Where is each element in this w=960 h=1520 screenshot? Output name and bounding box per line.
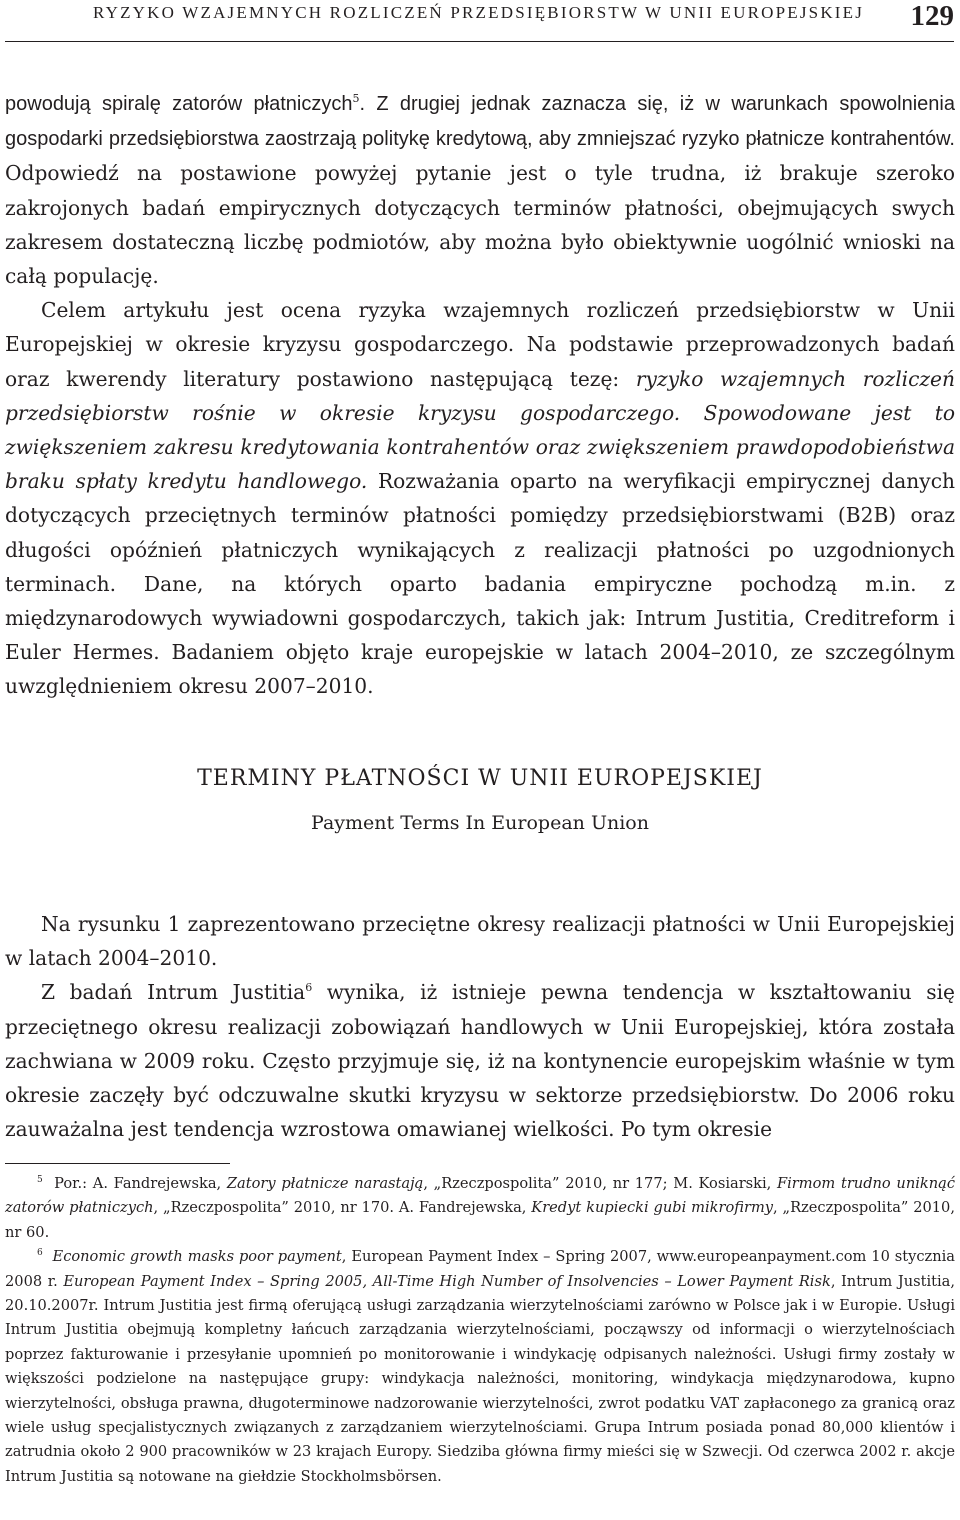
paragraph-2-thesis: ryzyko wzajemnych rozliczeń przedsiębiorstw rośnie w okresie kryzysu gospodarczego. Spowodowane jest to zwiększeniem zakresu kredytowania kontrahentów oraz zwiększeniem prawdopodobieństwa braku spłaty kredytu handlowego. (5, 366, 955, 494)
footnote-5 (5, 1172, 955, 1245)
paragraph-4-text-b: wynika, iż istnieje pewna tendencja w kształtowaniu się przeciętnego okresu realizacji zobowiązań handlowych w Unii Europejskiej, która została zachwiana w 2009 roku. Często przyjmuje się, iż na kontynencie europejskim właśnie w tym okresie zaczęły być odczuwalne skutki kryzysu w sektorze przedsiębiorstw. Do 2006 roku zauważalna jest tendencja wzrostowa omawianej wielkości. Po tym okresie (5, 980, 955, 1142)
footnote-6-text-a: , European Payment Index – Spring 2007, www.europeanpayment.com 10 stycznia 2008 r. (5, 1248, 955, 1290)
footnotes (5, 1172, 955, 1489)
footnote-5-text-c: , „Rzeczpospolita” 2010, nr 170. A. Fandrejewska, (153, 1199, 532, 1217)
header-rule (5, 41, 954, 42)
paragraph-4 (5, 975, 955, 1146)
footnote-5-text-d: , „Rzeczpospolita” 2010, nr 60. (5, 1199, 955, 1241)
footnote-5-title-b: Firmom trudno uniknąć zatorów płatniczych (5, 1175, 956, 1217)
paragraph-2 (5, 293, 955, 703)
footnote-separator (5, 1163, 230, 1164)
intro-text (5, 86, 955, 704)
section-subtitle: Payment Terms In European Union (311, 812, 649, 834)
footnote-5-text-b: , „Rzeczpospolita” 2010, nr 177; M. Kosiarski, (423, 1175, 778, 1192)
footnote-ref-6[interactable]: 6 (305, 981, 313, 995)
page-number: 129 (910, 0, 954, 32)
paragraph-1 (5, 86, 955, 293)
footnote-5-text-a: Por.: A. Fandrejewska, (54, 1175, 227, 1192)
footnote-5-title-c: Kredyt kupiecki gubi mikrofirmy (531, 1199, 774, 1217)
running-title: RYZYKO WZAJEMNYCH ROZLICZEŃ PRZEDSIĘBIORSTW W UNII EUROPEJSKIEJ (93, 3, 865, 22)
footnote-6-title-b: European Payment Index – Spring 2005, All-Time High Number of Insolvencies – Lower Payment Risk (63, 1272, 831, 1290)
paragraph-3: Na rysunku 1 zaprezentowano przeciętne okresy realizacji płatności w Unii Europejskiej w latach 2004–2010. (5, 912, 955, 971)
section-title: TERMINY PŁATNOŚCI W UNII EUROPEJSKIEJ (197, 766, 763, 791)
paragraph-1-text-c: Odpowiedź na postawione powyżej pytanie jest o tyle trudna, iż brakuje szeroko zakrojonych badań empirycznych dotyczących terminów płatności, obejmujących swych zakresem dostateczną liczbę podmiotów, aby można było obiektywnie uogólnić wnioski na całą populację. (5, 161, 955, 289)
footnote-6 (5, 1245, 955, 1489)
footnote-5-marker: 5 (37, 1175, 43, 1185)
paragraph-2-text-a: Celem artykułu jest ocena ryzyka wzajemnych rozliczeń przedsiębiorstw w Unii Europejskiej w okresie kryzysu gospodarczego. Na podstawie przeprowadzonych badań oraz kwerendy literatury postawiono następującą tezę: (5, 298, 955, 391)
footnote-5-title-a: Zatory płatnicze narastają (226, 1175, 424, 1192)
paragraph-2-text-b: Rozważania oparto na weryfikacji empirycznej danych dotyczących przeciętnych terminów płatności pomiędzy przedsiębiorstwami (B2B) oraz długości opóźnień płatniczych wynikających z realizacji płatności po uzgodnionych terminach. Dane, na których oparto badania empiryczne pochodzą m.in. z międzynarodowych wywiadowni gospodarczych, takich jak: Intrum Justitia, Creditreform i Euler Hermes. Badaniem objęto kraje europejskie w latach 2004–2010, ze szczególnym uwzględnieniem okresu 2007–2010. (5, 469, 956, 699)
footnote-6-text-b: , Intrum Justitia, 20.10.2007r. Intrum Justitia jest firmą oferującą usługi zarządzania wierzytelnościami zarówno w Polsce jak i w Europie. Usługi Intrum Justitia obejmują kompletny łańcuch zarządzania wierzytelnościami, począwszy od informacji o wierzytelnościach poprzez fakturowanie i przesyłanie upomnień po monitorowanie i windykację odpisanych należności. Usługi firmy zostały w większości podzielone na następujące grupy: windykacja należności, monitoring, windykacja międzynarodowa, kupno wierzytelności, obsługa prawna, długoterminowe nadzorowanie wierzytelności, zwrot podatku VAT zapłaconego za granicą oraz wiele usług specjalistycznych związanych z zarządzaniem wierzytelnościami. Grupa Intrum posiada ponad 80,000 klientów i zatrudnia około 2 900 pracowników w 23 krajach Europy. Siedziba główna firmy mieści się w Szwecji. Od czerwca 2002 r. akcje Intrum Justitia są notowane na giełdzie Stockholmsbörsen. (5, 1272, 955, 1485)
paragraph-1-text-b: . Z drugiej jednak zaznacza się, iż w warunkach spowolnienia gospodarki przedsiębiorstwa zaostrzają politykę kredytową, aby zmniejszać ryzyko płatnicze kontrahentów. (5, 93, 955, 151)
paragraph-4-text-a: Z badań Intrum Justitia (41, 980, 306, 1005)
running-header (0, 0, 960, 42)
section-text (5, 907, 955, 1146)
footnote-6-marker: 6 (37, 1248, 43, 1259)
footnote-ref-5[interactable]: 5 (352, 92, 360, 105)
paragraph-1-text-a: powodują spiralę zatorów płatniczych (5, 93, 353, 115)
footnote-6-title-a: Economic growth masks poor payment (52, 1248, 342, 1266)
